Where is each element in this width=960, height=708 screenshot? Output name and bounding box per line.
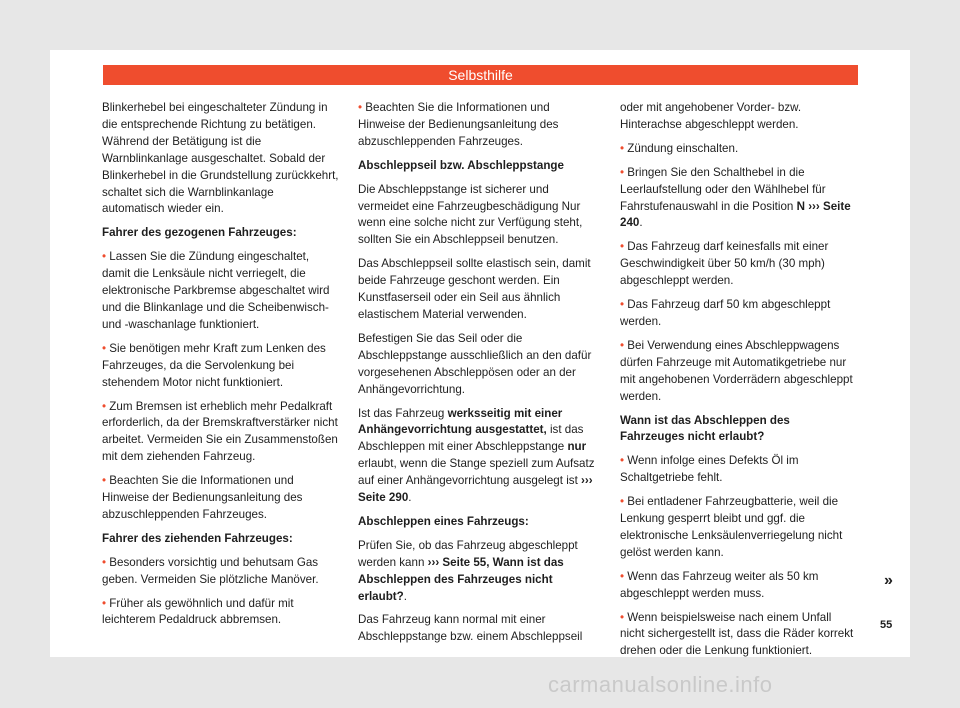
bullet-item (102, 341, 339, 392)
bullet-item (102, 596, 339, 630)
bullet-item (102, 249, 339, 334)
bullet-item (620, 453, 857, 487)
bullet-icon: • (102, 399, 107, 413)
bullet-item (358, 100, 595, 151)
bullet-icon: • (102, 555, 107, 569)
bullet-item (620, 610, 857, 661)
bullet-item (620, 297, 857, 331)
bullet-icon: • (102, 250, 107, 264)
bullet-item (620, 338, 857, 406)
text: . (403, 589, 407, 603)
bullet-item (102, 555, 339, 589)
bullet-text: Bei Verwendung eines Abschleppwagens dürfen Fahrzeuge mit Automatikgetriebe nur mit angehobenen Vorderrädern abgeschleppt werden. (620, 338, 853, 403)
page-reference-link[interactable]: ››› Seite 290 (358, 474, 593, 505)
bullet-icon: • (620, 338, 625, 352)
section-header: Selbsthilfe (103, 65, 858, 85)
bullet-icon: • (620, 240, 625, 254)
bullet-icon: • (358, 101, 363, 114)
manual-page (50, 50, 910, 657)
bullet-item (620, 494, 857, 562)
paragraph: Das Fahrzeug kann normal mit einer Abschleppstange bzw. einem Abschleppseil (358, 613, 583, 644)
watermark: carmanualsonline.info (548, 672, 773, 697)
bullet-item (620, 239, 857, 290)
paragraph (358, 538, 595, 606)
paragraph: Befestigen Sie das Seil oder die Abschleppstange ausschließlich an den dafür vorgesehenen Abschleppösen oder an der Anhängevorrichtung. (358, 331, 592, 396)
bullet-icon: • (102, 474, 107, 488)
bullet-text: Sie benötigen mehr Kraft zum Lenken des Fahrzeuges, da die Servolenkung bei stehendem Motor nicht funktioniert. (102, 341, 326, 389)
column-left (102, 100, 339, 636)
bullet-icon: • (102, 596, 107, 610)
bullet-icon: • (620, 495, 625, 509)
paragraph: oder mit angehobener Vorder- bzw. Hinterachse abgeschleppt werden. (620, 101, 802, 131)
bullet-icon: • (620, 298, 625, 312)
bullet-icon: • (620, 454, 625, 468)
bullet-icon: • (620, 165, 625, 179)
bullet-text: Lassen Sie die Zündung eingeschaltet, damit die Lenksäule nicht verriegelt, die elektronische Parkbremse abgeschaltet wird und die Blinkanlage und die Scheibenwisch- und -waschanlage funktioniert. (102, 250, 330, 331)
page-reference-link[interactable]: ››› Seite 55, Wann ist das Abschleppen des Fahrzeuges nicht erlaubt? (358, 555, 564, 603)
bullet-text: Zum Bremsen ist erheblich mehr Pedalkraft erforderlich, da der Bremskraftverstärker nicht arbeitet. Vermeiden Sie ein Zusammenstoßen mit dem ziehenden Fahrzeug. (102, 399, 338, 464)
paragraph: Das Abschleppseil sollte elastisch sein, damit beide Fahrzeuge geschont werden. Ein Kunstfaserseil oder ein Seil aus ähnlich elastischem Material verwenden. (358, 257, 591, 321)
bullet-icon: • (102, 341, 107, 355)
bullet-item (102, 473, 339, 524)
paragraph: Blinkerhebel bei eingeschalteter Zündung in die entsprechende Richtung zu betätigen. Während der Betätigung ist die Warnblinkanlage ausgeschaltet. Sobald der Blinkerhebel in die Grundstellung zurückkehrt, schaltet sich die Warnblinkanlage automatisch wieder ein. (102, 101, 339, 216)
bullet-icon: • (620, 141, 625, 155)
page-reference-link[interactable]: N ››› Seite 240 (620, 199, 851, 230)
column-middle (358, 100, 595, 653)
paragraph: Die Abschleppstange ist sicherer und vermeidet eine Fahrzeugbeschädigung Nur wenn eine solche nicht zur Verfügung steht, sollten Sie ein Abschleppseil benutzen. (358, 182, 583, 247)
bullet-item (620, 165, 857, 233)
bullet-text: Früher als gewöhnlich und dafür mit leichterem Pedaldruck abbremsen. (102, 596, 294, 627)
bullet-item (102, 399, 339, 467)
text: erlaubt, wenn die Stange speziell zum Aufsatz auf einer Anhängevorrichtung ausgelegt ist (358, 457, 595, 488)
bullet-text: Beachten Sie die Informationen und Hinweise der Bedienungsanleitung des abzuschleppenden Fahrzeuges. (358, 101, 559, 148)
subheading: Abschleppen eines Fahrzeugs: (358, 514, 529, 528)
text: Ist das Fahrzeug (358, 406, 448, 420)
bullet-text: Wenn infolge eines Defekts Öl im Schaltgetriebe fehlt. (620, 454, 799, 485)
bullet-item (620, 569, 857, 603)
bullet-text: Besonders vorsichtig und behutsam Gas geben. Vermeiden Sie plötzliche Manöver. (102, 555, 319, 586)
text: . (639, 216, 643, 230)
column-right (620, 100, 857, 667)
bullet-text: Das Fahrzeug darf keinesfalls mit einer Geschwindigkeit über 50 km/h (30 mph) abgeschleppt werden. (620, 240, 829, 288)
bullet-text: Zündung einschalten. (627, 141, 739, 155)
bullet-text: Wenn das Fahrzeug weiter als 50 km abgeschleppt werden muss. (620, 569, 819, 600)
bullet-text: Bei entladener Fahrzeugbatterie, weil die Lenkung gesperrt bleibt und ggf. die elektronische Lenksäulenverriegelung nicht gelöst werden kann. (620, 495, 843, 559)
paragraph (358, 406, 595, 507)
page-number: 55 (880, 619, 893, 631)
emphasis: nur (567, 440, 587, 454)
subheading: Fahrer des ziehenden Fahrzeuges: (102, 531, 293, 545)
subheading: Fahrer des gezogenen Fahrzeuges: (102, 226, 297, 240)
bullet-text: Beachten Sie die Informationen und Hinweise der Bedienungsanleitung des abzuschleppenden Fahrzeuges. (102, 474, 303, 521)
subheading: Wann ist das Abschleppen des Fahrzeuges nicht erlaubt? (620, 413, 790, 444)
emphasis: werksseitig mit einer Anhängevorrichtung ausgestattet, (358, 406, 563, 437)
continue-arrow-icon: » (884, 572, 893, 589)
text: . (408, 491, 412, 505)
text: ist das Abschleppen mit einer Abschleppstange (358, 423, 584, 454)
text: Prüfen Sie, ob das Fahrzeug abgeschleppt werden kann (358, 538, 578, 569)
bullet-item (620, 141, 857, 158)
bullet-text: Bringen Sie den Schalthebel in die Leerlaufstellung oder den Wählhebel für Fahrstufenauswahl in die Position (620, 165, 826, 213)
bullet-icon: • (620, 610, 625, 624)
bullet-text: Wenn beispielsweise nach einem Unfall nicht sichergestellt ist, dass die Räder korrekt drehen oder die Lenkung funktioniert. (620, 610, 854, 658)
subheading: Abschleppseil bzw. Abschleppstange (358, 158, 564, 172)
bullet-text: Das Fahrzeug darf 50 km abgeschleppt werden. (620, 298, 831, 328)
bullet-icon: • (620, 569, 625, 583)
